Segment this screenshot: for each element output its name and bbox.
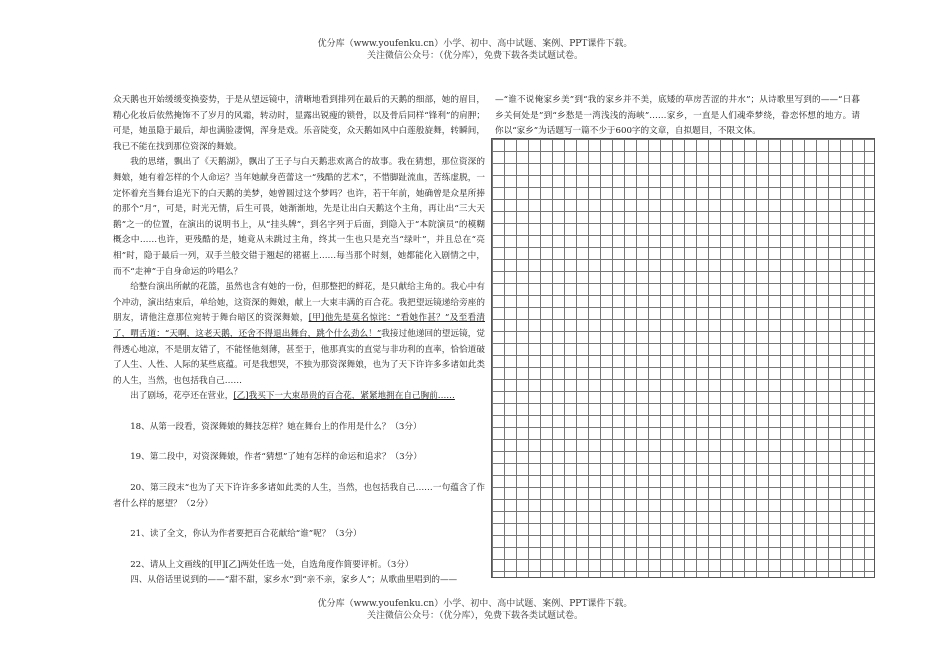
passage-paragraph-2: 我的思绪，飘出了《天鹅湖》，飘出了王子与白天鹅悲欢离合的故事。我在猜想，那位资深的舞娘，她有着怎样的个人命运？当年她献身芭蕾这一“残酷的艺术”，不惜脚趾流血，苦练虚脱，一定怀着充当舞台追光下的白天鹅的美梦，她曾圆过这个梦吗？也许，若干年前，她确曾是众星所捧的那个“月”，可是，时光无情，后生可畏，她渐渐地，先是让出白天鹅这个主角，再让出“三大天鹅”之一的位置，在演出的说明书上，从“挂头牌”，到名字列于后面，到隐入于“本院演员”的模糊概念中……也许，更残酷的是，她竟从未跳过主角，终其一生也只是充当“绿叶”，并且总在“亮相”时，隐于最后一列，双手兰般交错于翘起的裙裾上……每当那个时刻，她都能化入剧情之中，而不“走神”于自身命运的吟唱么？ [113, 157, 486, 277]
footer-line-1: 优分库（www.youfenku.cn）小学、初中、高中试题、案例、PPT课件下载。 [317, 599, 633, 609]
essay-answer-grid[interactable] [491, 138, 875, 578]
header-line-1: 优分库（www.youfenku.cn）小学、初中、高中试题、案例、PPT课件下载。 [317, 39, 633, 49]
passage-paragraph-4 [113, 389, 485, 405]
essay-prompt-text: —“谁不说俺家乡美”到“我的家乡并不美，底矮的草房苦涩的井水”；从诗歌里写到的——“日暮乡关何处是”到“乡愁是一湾浅浅的海峡”……家乡，一直是人们魂牵梦绕，眷恋怀想的地方。请你以“家乡”为话题写一篇不少于600字的文章，自拟题目，不限文体。 [495, 95, 860, 137]
underlined-passage-yi: [乙]我买下一大束昂贵的百合花，紧紧地拥在自己胸前…… [233, 391, 455, 402]
footer-line-2: 关注微信公众号：（优分库），免费下载各类试题试卷。 [366, 611, 583, 621]
question-19: 19、第二段中，对资深舞娘，作者“猜想”了她有怎样的命运和追求？（3分） [130, 452, 422, 463]
passage-paragraph-1: 众天鹅也开始缓缓变换姿势，于是从望远镜中，清晰地看到排列在最后的天鹅的细部，她的眉目，精心化妆后依然掩饰不了岁月的风霜，转动时，显露出锐瘦的锁骨，以及骨后同样“锋利”的肩胛；可是，她虽隐于最后，却也满脸凄惆，浑身是戏。乐音陡变，众天鹅如风中白莲般旋舞，转瞬间，我已不能在找到那位资深的舞娘。 [113, 95, 485, 152]
essay-prompt-column [495, 93, 860, 140]
reading-passage-column [113, 93, 485, 589]
page-footer [0, 598, 950, 622]
header-line-2: 关注微信公众号：（优分库），免费下载各类试题试卷。 [366, 51, 583, 61]
passage-paragraph-4-start: 出了剧场，花亭还在营业， [130, 391, 234, 402]
question-20: 20、第三段末“也为了天下许许多多诸如此类的人生，当然，也包括我自己……一句蕴含了作者什么样的愿望？（2分） [113, 483, 485, 509]
question-18: 18、从第一段看，资深舞娘的舞技怎样？她在舞台上的作用是什么？（3分） [130, 421, 422, 432]
passage-paragraph-3 [113, 280, 485, 389]
passage-paragraph-3-start: 给整台演出所献的花篮，虽然也含有她的一份，但那整把的鲜花，是只献给主角的。我心中有个冲动，演出结束后，单给她，这资深的舞娘，献上一大束丰满的百合花。我把望远镜递给旁座的朋友，请他注意那位宛转于舞台暗区的资深舞娘， [113, 282, 485, 324]
section-4-prompt: 四、从俗话里说到的——“甜不甜，家乡水”到“亲不亲，家乡人”；从歌曲里唱到的—— [130, 575, 458, 586]
question-21: 21、读了全文，你认为作者要把百合花献给“谁”呢？（3分） [130, 529, 362, 540]
underlined-passage-jia: [甲]他先是莫名惊诧：“看她作甚？”及至看清了，喟舌道：“天啊，这老天鹅，还舍不得退出舞台，跳个什么劲么！” [113, 313, 485, 339]
page-header [0, 38, 950, 62]
passage-paragraph-3-end: 我接过他递回的望远镜，觉得透心地凉，不是朋友错了，不能怪他刻薄，甚至于，他那真实的直觉与非功利的直率，恰恰道破了人生、人性、人际的某些底蕴。可是我想哭，不独为那资深舞娘，也为了天下许许多多诸如此类的人生，当然，也包括我自己…… [113, 328, 485, 386]
question-22: 22、请从上文画线的[甲][乙]两处任选一处，自选角度作简要评析。（3分） [130, 559, 414, 570]
